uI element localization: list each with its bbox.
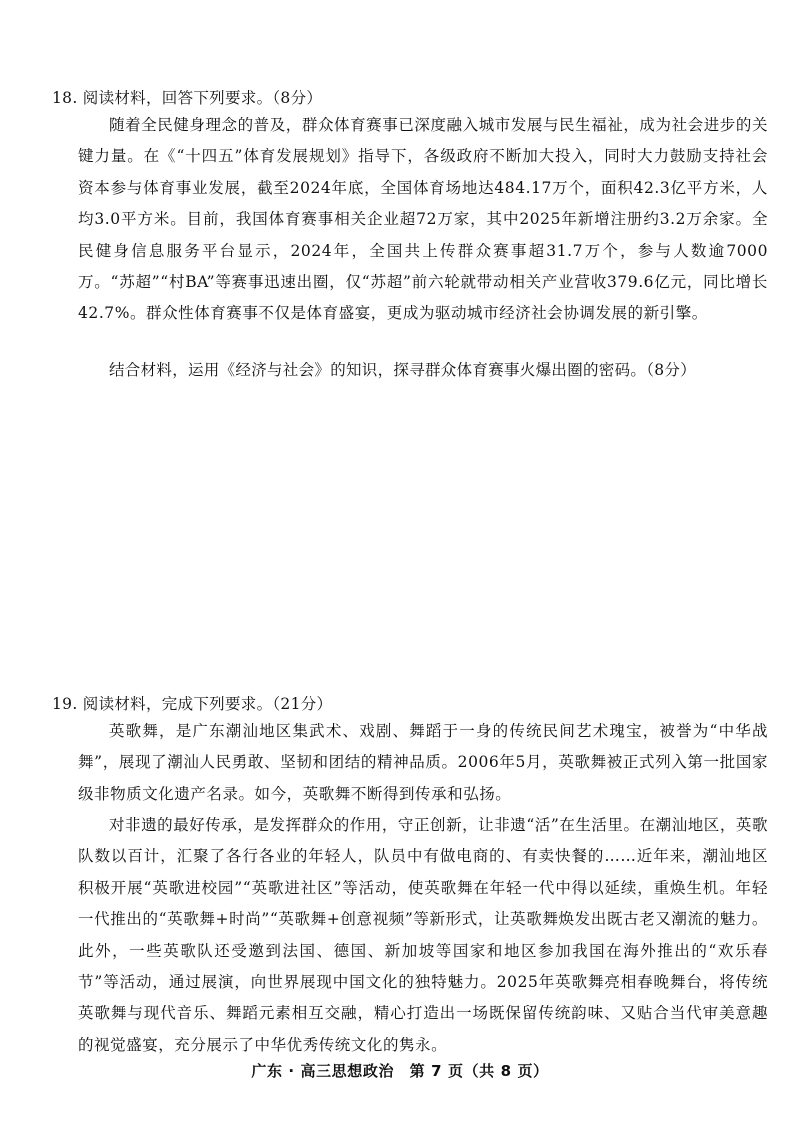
question-18-material: 随着全民健身理念的普及，群众体育赛事已深度融入城市发展与民生福祉，成为社会进步的关键力量。在《“十四五”体育发展规划》指导下，各级政府不断加大投入，同时大力鼓励支持社会资本参与体育事业发展，截至2024年底，全国体育场地达484.17万个，面积42.3亿平方米，人均3.0平方米。目前，我国体育赛事相关企业超72万家，其中2025年新增注册约3.2万余家。全民健身信息服务平台显示，2024年，全国共上传群众赛事超31.7万个，参与人数逾7000万。“苏超”“村BA”等赛事迅速出圈，仅“苏超”前六轮就带动相关产业营收379.6亿元，同比增长42.7%。群众性体育赛事不仅是体育盛宴，更成为驱动城市经济社会协调发展的新引擎。 bbox=[78, 116, 768, 323]
page-footer: 广东 · 高三思想政治 第 7 页（共 8 页） bbox=[251, 1062, 549, 1080]
question-19-heading: 19. 阅读材料，完成下列要求。（21分） bbox=[52, 695, 333, 713]
question-19-material-paragraph-2: 对非遗的最好传承，是发挥群众的作用，守正创新，让非遗“活”在生活里。在潮汕地区，英歌队数以百计，汇聚了各行各业的年轻人，队员中有做电商的、有卖快餐的……近年来，潮汕地区积极开展“英歌进校园”“英歌进社区”等活动，使英歌舞在年轻一代中得以延续，重焕生机。年轻一代推出的“英歌舞+时尚”“英歌舞+创意视频”等新形式，让英歌舞焕发出既古老又潮流的魅力。此外，一些英歌队还受邀到法国、德国、新加坡等国家和地区参加我国在海外推出的“欢乐春节”等活动，通过展演，向世界展现中国文化的独特魅力。2025年英歌舞亮相春晚舞台，将传统英歌舞与现代音乐、舞蹈元素相互交融，精心打造出一场既保留传统韵味、又贴合当代审美意趣的视觉盛宴，充分展示了中华优秀传统文化的隽永。 bbox=[78, 816, 768, 1054]
question-18-task: 结合材料，运用《经济与社会》的知识，探寻群众体育赛事火爆出圈的密码。（8分） bbox=[109, 361, 697, 379]
question-18-heading: 18. 阅读材料，回答下列要求。（8分） bbox=[52, 89, 323, 107]
question-19-material-paragraph-1: 英歌舞，是广东潮汕地区集武术、戏剧、舞蹈于一身的传统民间艺术瑰宝，被誉为“中华战舞”，展现了潮汕人民勇敢、坚韧和团结的精神品质。2006年5月，英歌舞被正式列入第一批国家级非物质文化遗产名录。如今，英歌舞不断得到传承和弘扬。 bbox=[78, 722, 768, 803]
